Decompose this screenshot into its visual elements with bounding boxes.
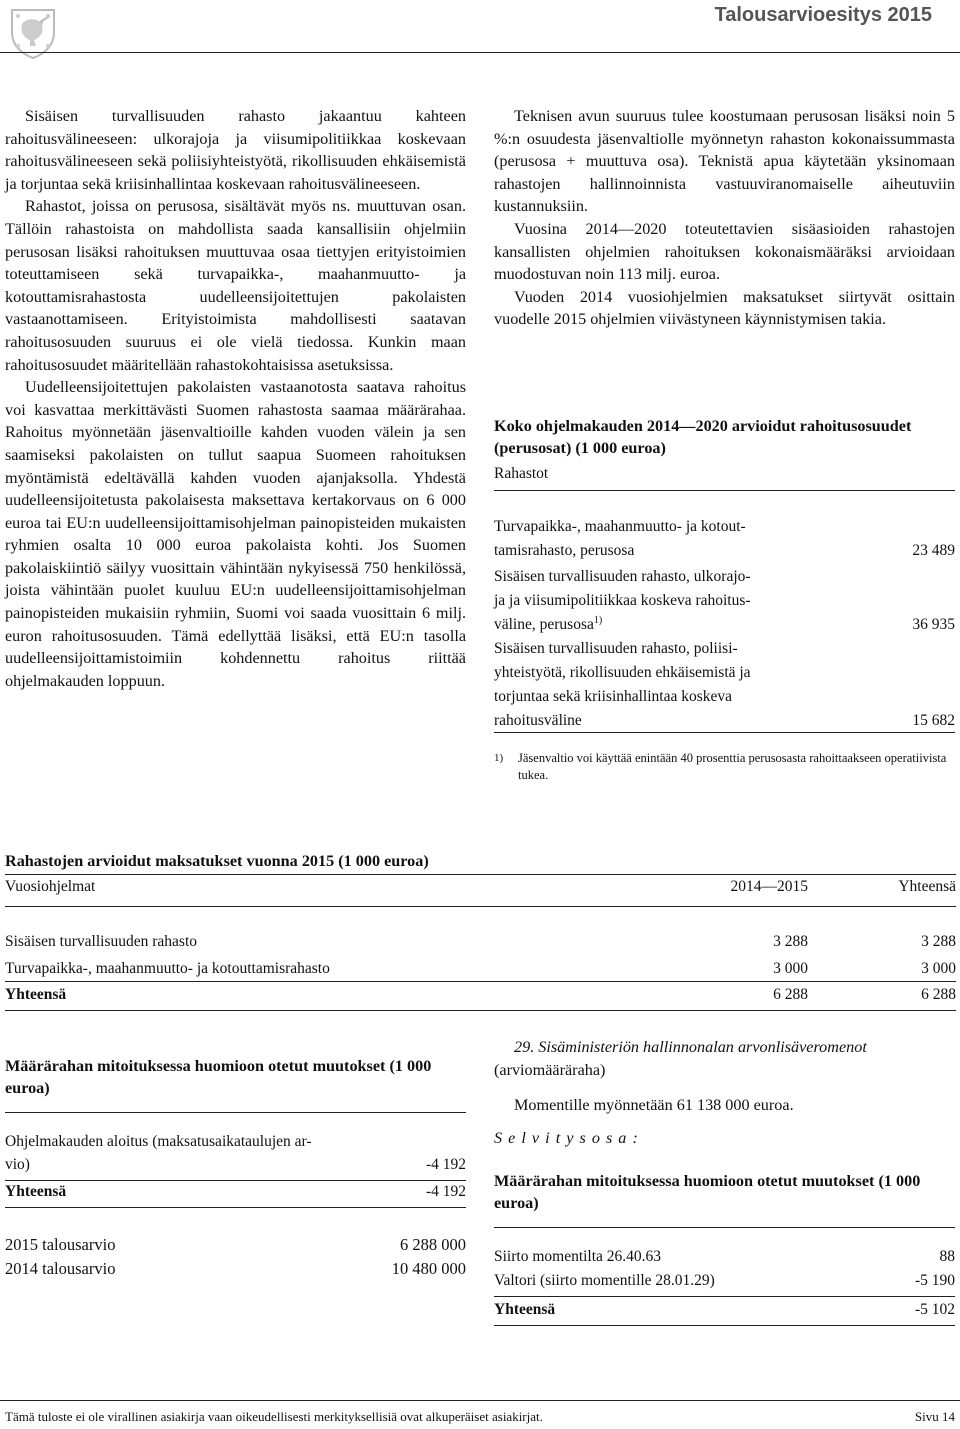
budget-2014-label: 2014 talousarvio	[5, 1259, 116, 1278]
right-paragraph-1: Teknisen avun suuruus tulee koostumaan perusosan lisäksi noin 5 %:n osuudesta jäsenvaltiolle myönnetyn rahaston kokonaissummasta (perusosa + muuttuva osa). Teknistä apua käytetään yksinomaan rahastojen hallinnoinnista vastuuviranomaiselle aiheutuviin kustannuksiin.	[494, 107, 955, 216]
page-number: Sivu 14	[914, 1409, 955, 1424]
budget-row-2014	[5, 1257, 466, 1281]
allocation-row	[494, 565, 955, 637]
payments-header-program: Vuosiohjelmat	[5, 878, 96, 895]
payments-table-title: Rahastojen arvioidut maksatukset vuonna 2015 (1 000 euroa)	[5, 852, 429, 870]
left-column	[5, 105, 466, 692]
section-29-row-2-label: Valtori (siirto momentille 28.01.29)	[494, 1272, 715, 1289]
right-paragraph-2: Vuosina 2014—2020 toteutettavien sisäasioiden rahastojen kansallisten ohjelmien rahoituksen kokonaismääräksi arvioidaan muodostuvan noin 113 milj. euroa.	[494, 219, 955, 284]
allocation-row-1-value: 23 489	[912, 542, 955, 559]
footer-divider	[0, 1400, 960, 1401]
section-29-total-row	[494, 1298, 955, 1322]
table-row	[5, 929, 956, 954]
section-29-total-label: Yhteensä	[494, 1301, 556, 1318]
payments-row-1-total: 3 288	[921, 933, 956, 950]
header-divider	[0, 52, 960, 53]
payments-total-label: Yhteensä	[5, 986, 67, 1003]
payments-row-2-years: 3 000	[773, 960, 808, 977]
allocation-row	[494, 637, 955, 733]
payments-total-total: 6 288	[921, 986, 956, 1003]
left-paragraph-1: Sisäisen turvallisuuden rahasto jakaantuu kahteen rahoitusvälineeseen: ulkorajoja ja viisumipolitiikkaa koskevaan rahoitusvälineeseen sekä poliisiyhteistyötä, rikollisuuden ehkäisemistä ja torjuntaa sekä kriisinhallintaa koskevaan rahoitusvälineeseen.	[5, 107, 466, 193]
section-29-heading	[494, 1036, 955, 1082]
payments-bottom-rule	[5, 1010, 956, 1011]
changes-left-top-rule	[5, 1112, 466, 1113]
allocation-row-3-line-1: Sisäisen turvallisuuden rahasto, poliisi-	[494, 640, 738, 657]
payments-total-years: 6 288	[773, 986, 808, 1003]
footnote	[494, 750, 955, 784]
changes-left-bottom-rule	[5, 1207, 466, 1208]
footnote-reference: 1)	[593, 614, 603, 626]
footnote-mark: 1)	[494, 752, 504, 764]
allocation-row-2-value: 36 935	[912, 616, 955, 633]
allocation-row-3-line-4: rahoitusväline	[494, 712, 582, 729]
right-paragraph-3: Vuoden 2014 vuosiohjelmien maksatukset siirtyvät osittain vuodelle 2015 ohjelmien viivästyneen käynnistymisen takia.	[494, 287, 955, 329]
table-row	[494, 1269, 955, 1293]
payments-header-years: 2014—2015	[730, 878, 808, 895]
allocation-row-3-line-3: torjuntaa sekä kriisinhallintaa koskeva	[494, 688, 733, 705]
allocation-table-header	[494, 463, 955, 485]
allocation-row-3-line-2: yhteistyötä, rikollisuuden ehkäisemistä ja	[494, 664, 751, 681]
section-29-title-suffix: (arviomääräraha)	[494, 1061, 606, 1079]
changes-left-title: Määrärahan mitoituksessa huomioon otetut muutokset (1 000 euroa)	[5, 1057, 432, 1097]
left-paragraph-2: Rahastot, joissa on perusosa, sisältävät myös ns. muuttuvan osan. Tällöin rahastoista on mahdollista saada kansallisiin ohjelmiin perusosan lisäksi rahoituksen muuttuvaa osaa tiettyjen erityistoimien toteuttamiseen sekä turvapaikka-, maahanmuutto- ja kotouttamisrahastosta uudelleensijoitettujen pakolaisten vastaanottamiseen. Erityistoimista mahdollisesti saatavan rahoitusosuuden suuruus ei ole vielä tiedossa. Kunkin maan rahoitusosuudet määritellään rahastokohtaisissa asetuksissa.	[5, 197, 466, 374]
payments-row-1-label: Sisäisen turvallisuuden rahasto	[5, 933, 197, 950]
allocation-row-2-line-3: väline, perusosa	[494, 616, 594, 633]
table-row	[494, 1245, 955, 1269]
section-29-selvitysosa: S e l v i t y s o s a :	[494, 1129, 639, 1147]
allocation-row-2-line-1: Sisäisen turvallisuuden rahasto, ulkorajo-	[494, 568, 751, 585]
payments-total-row	[5, 983, 956, 1007]
document-title: Talousarvioesitys 2015	[714, 4, 932, 26]
budget-summary	[5, 1233, 466, 1281]
changes-left-total-row	[5, 1180, 466, 1204]
section-29-row-1-label: Siirto momentilta 26.40.63	[494, 1248, 662, 1265]
payments-header-total: Yhteensä	[898, 878, 956, 895]
payments-body	[5, 929, 956, 981]
footer-disclaimer: Tämä tuloste ei ole virallinen asiakirja vaan oikeudellisesti merkityksellisiä ovat alkuperäiset asiakirjat.	[5, 1409, 543, 1424]
section-29-changes-title: Määrärahan mitoituksessa huomioon otetut muutokset (1 000 euroa)	[494, 1172, 921, 1212]
table-row	[5, 956, 956, 981]
payments-row-2-label: Turvapaikka-, maahanmuutto- ja kotouttamisrahasto	[5, 960, 330, 977]
payments-row-1-years: 3 288	[773, 933, 808, 950]
budget-2015-value: 6 288 000	[400, 1235, 466, 1254]
changes-left-row-value: -4 192	[425, 1156, 466, 1173]
right-column	[494, 105, 955, 331]
section-29-row-1-value: 88	[939, 1248, 955, 1265]
section-29-rows	[494, 1245, 955, 1293]
allocation-header-label: Rahastot	[494, 465, 549, 482]
allocation-row-2-line-2: ja ja viisumipolitiikkaa koskeva rahoitus-	[494, 592, 751, 609]
changes-left-row-line-1: Ohjelmakauden aloitus (maksatusaikataulujen ar-	[5, 1133, 312, 1150]
section-29-title: Sisäministeriön hallinnonalan arvonlisäveromenot	[538, 1038, 867, 1056]
budget-2015-label: 2015 talousarvio	[5, 1235, 116, 1254]
allocation-bottom-rule	[494, 732, 955, 733]
section-29-row-2-value: -5 190	[914, 1272, 955, 1289]
budget-2014-value: 10 480 000	[391, 1259, 466, 1278]
payments-total-rule	[5, 981, 956, 982]
payments-top-rule	[5, 874, 956, 875]
left-paragraph-3: Uudelleensijoitettujen pakolaisten vastaanotosta saatava rahoitus voi kasvattaa merkittävästi Suomen rahastosta saamaa määrärahaa. Rahoitus myönnetään jäsenvaltioille kahden vuoden välein ja sen saamiseksi pakolaisten on tullut saapua Suomeen rahoituksen myöntämistä edeltävällä kahden vuoden ajanjaksolla. Yhdestä uudelleensijoitetusta pakolaisesta maksettava kertakorvaus on 6 000 euroa tai EU:n uudelleensijoittamisohjelman painopisteiden mukaisten ryhmien osalta 10 000 euroa pakolaista kohti. Jos Suomen pakolaiskiintiö säilyy vuosittain vähintään nykyisessä 750 henkilössä, joista vähintään puolet kuuluu EU:n uudelleensijoittamisohjelman painopisteiden mukaisiin ryhmiin, Suomi voi saada vuosittain 6 milj. euron rahoitusosuuden. Tämä edellyttää lisäksi, että EU:n tasolla uudelleensijoittamistoimiin kohdennettu rahoitus riittää ohjelmakauden loppuun.	[5, 378, 466, 690]
allocation-row-1-line-1: Turvapaikka-, maahanmuutto- ja kotout-	[494, 518, 746, 535]
changes-left-row-line-2: vio)	[5, 1156, 30, 1173]
changes-left-total-label: Yhteensä	[5, 1183, 67, 1200]
section-29-bottom-rule	[494, 1325, 955, 1326]
allocation-row	[494, 515, 955, 563]
budget-row-2015	[5, 1233, 466, 1257]
section-29-top-rule	[494, 1227, 955, 1228]
changes-left-total-value: -4 192	[425, 1183, 466, 1200]
changes-left-row	[5, 1130, 466, 1176]
section-29-number: 29.	[514, 1038, 535, 1056]
allocation-table-title: Koko ohjelmakauden 2014—2020 arvioidut rahoitusosuudet (perusosat) (1 000 euroa)	[494, 417, 912, 457]
payments-header-rule	[5, 906, 956, 907]
footnote-text: Jäsenvaltio voi käyttää enintään 40 prosenttia perusosasta rahoittaakseen operatiivista tukea.	[518, 751, 947, 782]
payments-header-row	[5, 876, 956, 898]
allocation-header-rule	[494, 490, 955, 491]
allocation-row-3-value: 15 682	[912, 712, 955, 729]
section-29-grant: Momentille myönnetään 61 138 000 euroa.	[514, 1096, 794, 1114]
section-29-total-rule	[494, 1296, 955, 1297]
section-29-total-value: -5 102	[914, 1301, 955, 1318]
allocation-row-1-line-2: tamisrahasto, perusosa	[494, 542, 635, 559]
payments-row-2-total: 3 000	[921, 960, 956, 977]
